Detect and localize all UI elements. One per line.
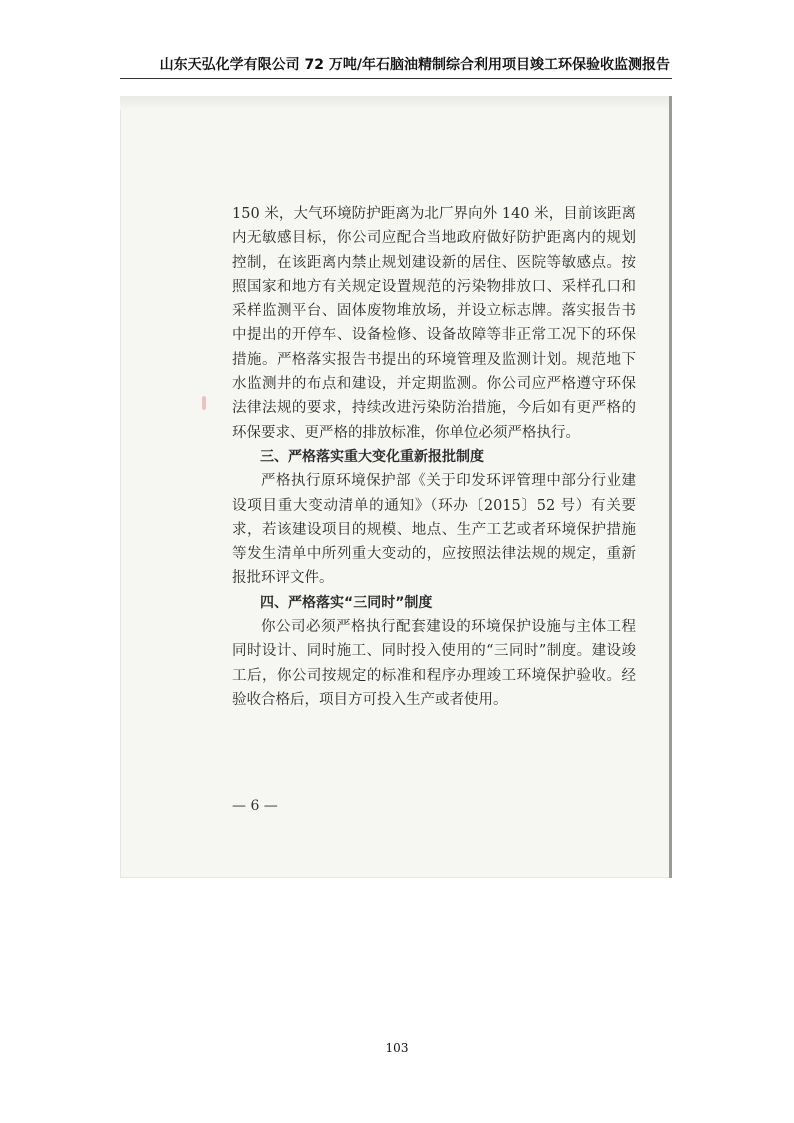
section-heading-4: 四、严格落实“三同时”制度	[260, 594, 433, 611]
footer-page-number: 103	[385, 1041, 409, 1055]
paragraph-continued: 150 米，大气环境防护距离为北厂界向外 140 米，目前该距离内无敏感目标，你公司应配合当地政府做好防护距离内的规划控制，在该距离内禁止规划建设新的居住、医院等敏感点。按照国家和地方有关规定设置规范的污染物排放口、采样孔口和采样监测平台、固体废物堆放场，并设立标志牌。落实报告书中提出的开停车、设备检修、设备故障等非正常工况下的环保措施。严格落实报告书提出的环境管理及监测计划。规范地下水监测井的布点和建设，并定期监测。你公司应严格遵守环保法律法规的要求，持续改进污染防治措施，今后如有更严格的环保要求、更严格的排放标准，你单位必须严格执行。	[232, 206, 636, 441]
section-heading-3: 三、严格落实重大变化重新报批制度	[260, 448, 484, 465]
report-header-title: 山东天弘化学有限公司 72 万吨/年石脑油精制综合利用项目竣工环保验收监测报告	[159, 57, 670, 73]
scan-page-number: — 6 —	[232, 798, 278, 814]
scan-shadow-band	[120, 96, 672, 110]
scanned-page	[120, 96, 672, 878]
scan-edge-shadow	[669, 96, 672, 878]
document-body	[232, 202, 636, 712]
paragraph: 严格执行原环境保护部《关于印发环评管理中部分行业建设项目重大变动清单的通知》（环办〔2015〕52 号）有关要求，若该建设项目的规模、地点、生产工艺或者环境保护措施等发生清单中所列重大变动的，应按照法律法规的规定，重新报批环评文件。	[232, 473, 636, 587]
header-divider	[120, 78, 672, 79]
paragraph: 你公司必须严格执行配套建设的环境保护设施与主体工程同时设计、同时施工、同时投入使用的“三同时”制度。建设竣工后，你公司按规定的标准和程序办理竣工环境保护验收。经验收合格后，项目方可投入生产或者使用。	[232, 619, 636, 708]
red-ink-mark	[202, 396, 206, 410]
